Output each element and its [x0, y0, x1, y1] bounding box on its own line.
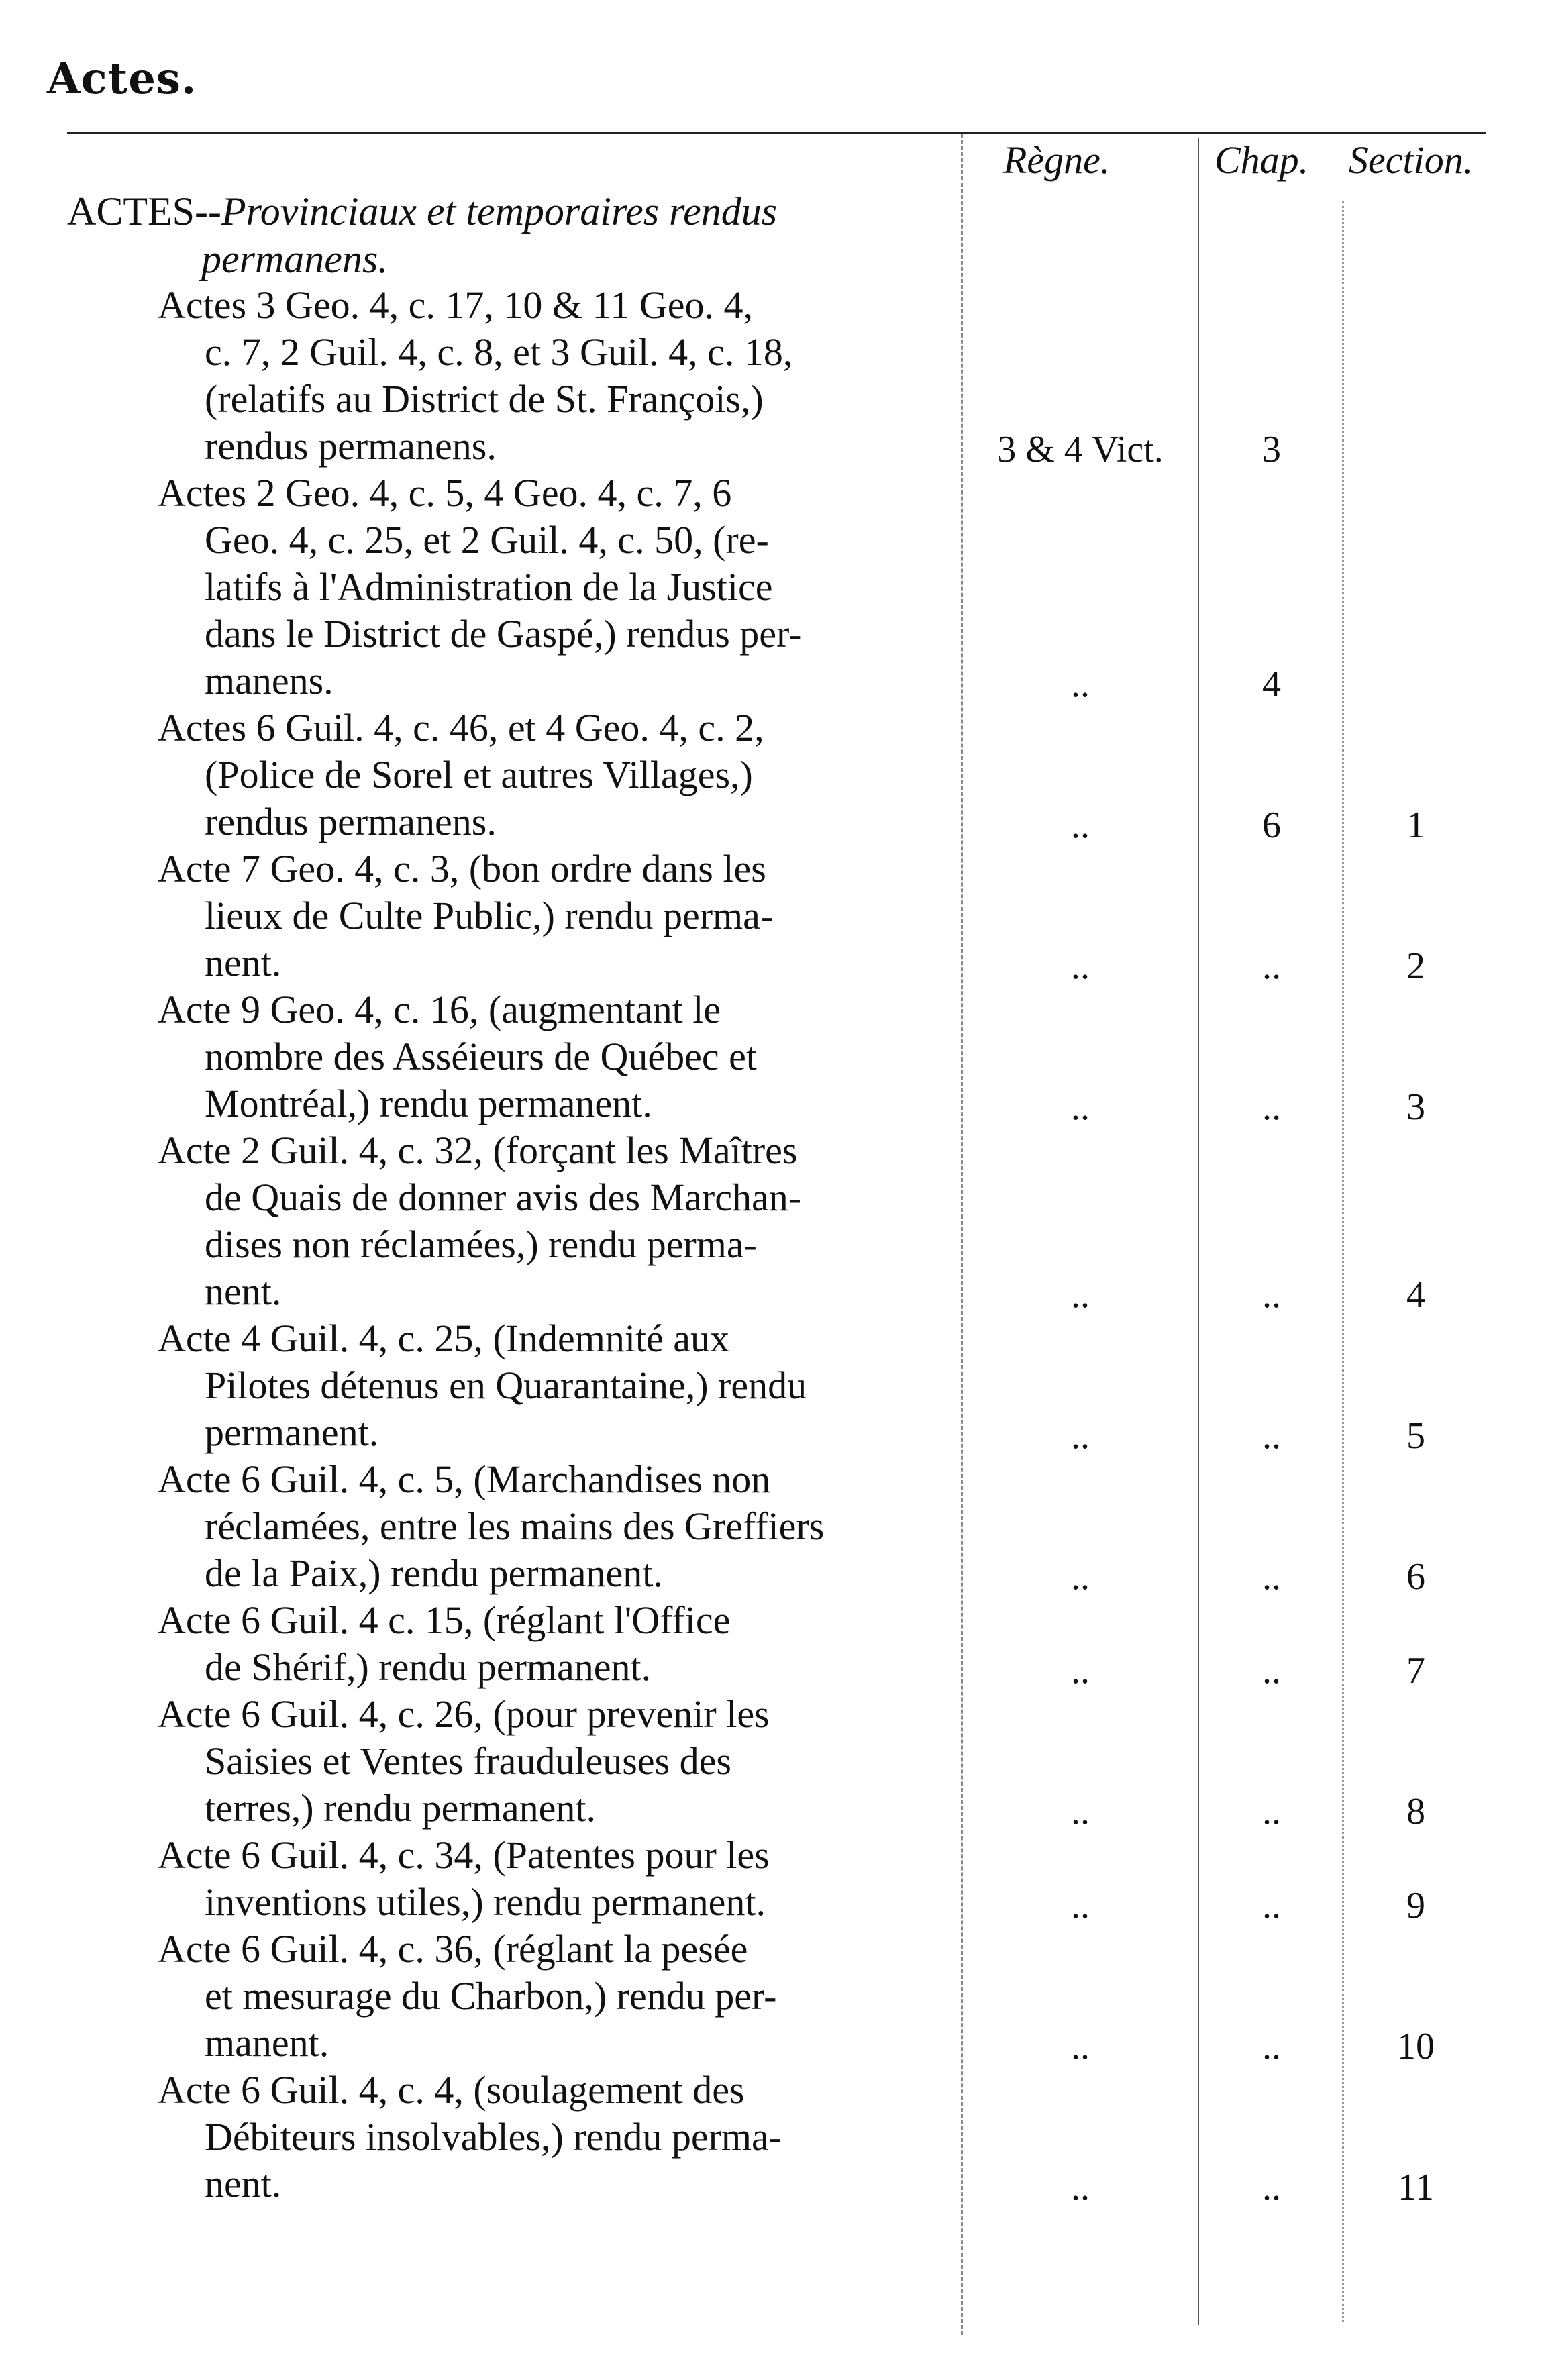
act-entry-line: terres,) rendu permanent.	[205, 1786, 596, 1830]
act-entry-line: Montréal,) rendu permanent.	[205, 1082, 652, 1125]
act-entry-line: Actes 3 Geo. 4, c. 17, 10 & 11 Geo. 4,	[158, 283, 754, 327]
cell-chap: ..	[1262, 1885, 1281, 1926]
cell-section: 7	[1406, 1650, 1425, 1692]
act-entry	[158, 1315, 956, 1456]
act-entry	[158, 2067, 956, 2208]
act-entry-line: Acte 6 Guil. 4 c. 15, (réglant l'Office	[158, 1598, 731, 1642]
cell-regne: ..	[1071, 1650, 1090, 1692]
act-entry	[158, 986, 956, 1127]
act-entry-line: Acte 2 Guil. 4, c. 32, (forçant les Maîtres	[158, 1129, 798, 1172]
cell-section: 2	[1406, 945, 1425, 987]
cell-regne: ..	[1071, 1086, 1090, 1128]
act-entry-line: Acte 7 Geo. 4, c. 3, (bon ordre dans les	[158, 847, 766, 890]
act-entry-line: dises non réclamées,) rendu perma-	[205, 1223, 757, 1266]
act-entry-line: lieux de Culte Public,) rendu perma-	[205, 894, 774, 937]
act-entry-line: nent.	[205, 1270, 282, 1313]
cell-section: 6	[1406, 1556, 1425, 1598]
act-entry-line: Acte 6 Guil. 4, c. 34, (Patentes pour les	[158, 1833, 770, 1877]
cell-section: 9	[1406, 1885, 1425, 1926]
cell-chap: ..	[1262, 1791, 1281, 1832]
act-entry-line: rendus permanens.	[205, 800, 497, 843]
act-entry-line: Acte 6 Guil. 4, c. 5, (Marchandises non	[158, 1457, 771, 1501]
act-entry-line: permanent.	[205, 1410, 379, 1454]
act-entry	[158, 1597, 956, 1691]
act-entry-line: nent.	[205, 941, 282, 984]
cell-chap: 6	[1262, 805, 1281, 846]
act-entry-line: Acte 6 Guil. 4, c. 36, (réglant la pesée	[158, 1927, 748, 1971]
act-entry-line: Geo. 4, c. 25, et 2 Guil. 4, c. 50, (re-	[205, 518, 769, 562]
cell-section: 1	[1406, 805, 1425, 846]
cell-section: 10	[1397, 2026, 1435, 2067]
cell-chap: ..	[1262, 2026, 1281, 2067]
cell-section: 11	[1398, 2167, 1434, 2208]
cell-chap: 4	[1262, 664, 1281, 705]
cell-regne: ..	[1071, 805, 1090, 846]
act-entry-line: Actes 6 Guil. 4, c. 46, et 4 Geo. 4, c. 2,	[158, 706, 764, 749]
act-entry	[158, 1127, 956, 1315]
act-entry-line: rendus permanens.	[205, 424, 497, 468]
cell-regne: ..	[1071, 1791, 1090, 1832]
cell-regne: ..	[1071, 664, 1090, 705]
act-entry-line: (relatifs au District de St. François,)	[205, 377, 764, 421]
cell-regne: ..	[1071, 1274, 1090, 1316]
cell-chap: ..	[1262, 1415, 1281, 1457]
column-divider	[1342, 201, 1344, 2322]
act-entry-line: nent.	[205, 2162, 282, 2206]
act-entry-line: latifs à l'Administration de la Justice	[205, 565, 773, 609]
act-entry-line: et mesurage du Charbon,) rendu per-	[205, 1974, 777, 2018]
act-entry-line: manent.	[205, 2021, 329, 2065]
column-header-chap: Chap.	[1215, 138, 1309, 182]
cell-chap: ..	[1262, 1274, 1281, 1316]
cell-chap: ..	[1262, 1556, 1281, 1598]
cell-chap: 3	[1262, 429, 1281, 470]
column-divider	[961, 134, 963, 2335]
act-entry-line: Pilotes détenus en Quarantaine,) rendu	[205, 1363, 807, 1407]
act-entry	[158, 1456, 956, 1597]
cell-chap: ..	[1262, 1650, 1281, 1692]
act-entry-line: Saisies et Ventes frauduleuses des	[205, 1739, 731, 1783]
cell-regne: 3 & 4 Vict.	[997, 429, 1164, 470]
act-entry	[158, 705, 956, 845]
running-head: Actes.	[47, 54, 197, 104]
heading-title-continued: permanens.	[201, 237, 389, 281]
act-entry-line: Débiteurs insolvables,) rendu perma-	[205, 2115, 782, 2159]
act-entry	[158, 1832, 956, 1926]
act-entry-line: Acte 9 Geo. 4, c. 16, (augmentant le	[158, 988, 721, 1031]
heading-lead: ACTES--	[67, 189, 221, 234]
act-entry-line: (Police de Sorel et autres Villages,)	[205, 753, 753, 796]
act-entry-line: de Quais de donner avis des Marchan-	[205, 1176, 802, 1219]
column-header-section: Section.	[1349, 138, 1474, 182]
act-entry-line: de Shérif,) rendu permanent.	[205, 1645, 652, 1689]
act-entry-line: manens.	[205, 659, 333, 703]
act-entry-line: réclamées, entre les mains des Greffiers	[205, 1504, 825, 1548]
act-entry-line: Acte 4 Guil. 4, c. 25, (Indemnité aux	[158, 1316, 730, 1360]
act-entry-line: Actes 2 Geo. 4, c. 5, 4 Geo. 4, c. 7, 6	[158, 471, 732, 515]
cell-regne: ..	[1071, 1556, 1090, 1598]
heading-title: Provinciaux et temporaires rendus	[221, 189, 778, 234]
act-entry	[158, 1691, 956, 1832]
cell-regne: ..	[1071, 945, 1090, 987]
cell-section: 5	[1406, 1415, 1425, 1457]
cell-chap: ..	[1262, 945, 1281, 987]
cell-regne: ..	[1071, 2026, 1090, 2067]
act-entry-line: Acte 6 Guil. 4, c. 26, (pour prevenir les	[158, 1692, 770, 1736]
act-entry-line: inventions utiles,) rendu permanent.	[205, 1880, 766, 1924]
column-divider	[1198, 138, 1199, 2325]
act-entry-line: c. 7, 2 Guil. 4, c. 8, et 3 Guil. 4, c. 18,	[205, 330, 793, 374]
cell-section: 8	[1406, 1791, 1425, 1832]
act-entry-line: Acte 6 Guil. 4, c. 4, (soulagement des	[158, 2068, 745, 2112]
cell-section: 4	[1406, 1274, 1425, 1316]
cell-regne: ..	[1071, 2167, 1090, 2208]
act-entry-line: de la Paix,) rendu permanent.	[205, 1551, 663, 1595]
act-entry	[158, 282, 956, 470]
act-entry	[158, 845, 956, 986]
cell-section: 3	[1406, 1086, 1425, 1128]
column-header-regne: Règne.	[1003, 138, 1111, 182]
act-entry	[158, 470, 956, 705]
cell-chap: ..	[1262, 1086, 1281, 1128]
cell-regne: ..	[1071, 1415, 1090, 1457]
act-entry	[158, 1926, 956, 2067]
act-entry-line: dans le District de Gaspé,) rendus per-	[205, 612, 802, 656]
section-heading	[67, 188, 960, 283]
cell-chap: ..	[1262, 2167, 1281, 2208]
act-entry-line: nombre des Asséieurs de Québec et	[205, 1035, 758, 1078]
header-rule	[67, 132, 1486, 134]
cell-regne: ..	[1071, 1885, 1090, 1926]
